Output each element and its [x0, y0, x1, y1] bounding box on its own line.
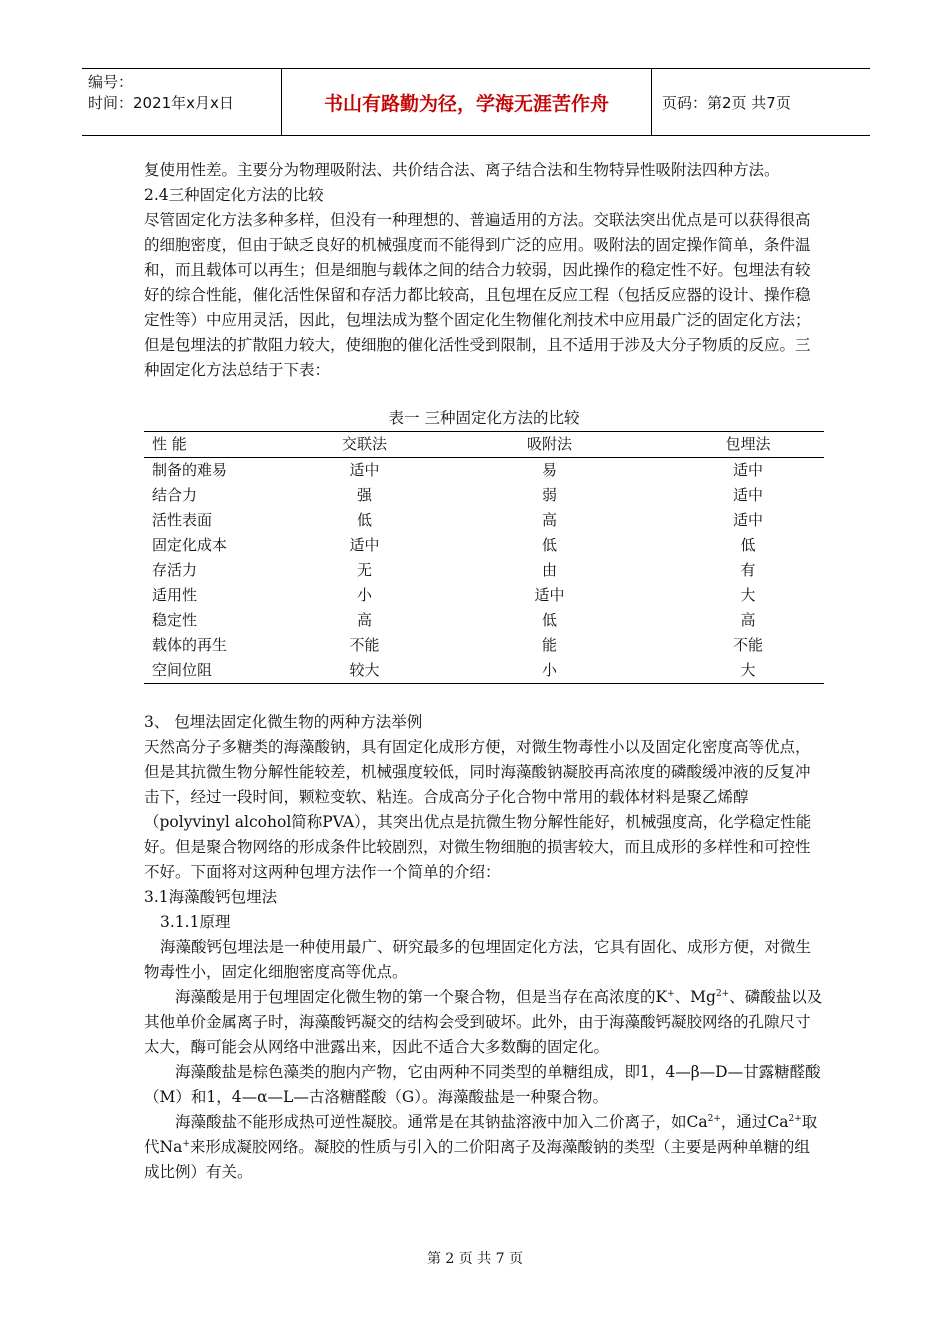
- superscript: 2+: [715, 988, 730, 999]
- table-cell: 大: [740, 661, 756, 679]
- table-row: [144, 483, 824, 508]
- header-number: 编号：: [88, 73, 134, 91]
- table-cell: 小: [541, 661, 557, 679]
- table-cell: 有: [740, 561, 756, 579]
- text-run: 海藻酸盐不能形成热可逆性凝胶。通常是在其钠盐溶液中加入二价离子，如Ca: [175, 1113, 708, 1131]
- table-row: [144, 458, 824, 484]
- table-row: [144, 508, 824, 533]
- table-header-cell: 吸附法: [427, 432, 672, 458]
- document-body: [144, 158, 824, 1185]
- table-cell: 不能: [349, 636, 380, 654]
- table-cell: 适中: [349, 536, 380, 554]
- table-cell: 空间位阻: [152, 661, 213, 679]
- text-run: 、磷酸盐以及其他单价金属离子时，海藻酸钙凝交的结构会受到破坏。此外，由于海藻酸钙凝胶网络的孔隙尺寸太大，酶可能会从网络中泄露出来，因此不适合大多数酶的固定化。: [144, 988, 823, 1056]
- table-header-cell: 交联法: [302, 432, 427, 458]
- table-cell: 适用性: [152, 586, 198, 604]
- header-motto: 书山有路勤为径，学海无涯苦作舟: [282, 69, 652, 135]
- paragraph-alginate-3: [144, 1110, 824, 1185]
- table-header-cell: 包埋法: [672, 432, 824, 458]
- table-cell: 低: [740, 536, 756, 554]
- table-cell: 适中: [534, 586, 565, 604]
- superscript: +: [667, 988, 675, 999]
- page-footer: 第 2 页 共 7 页: [426, 1251, 524, 1267]
- table-cell: 大: [740, 586, 756, 604]
- table-cell: 由: [541, 561, 557, 579]
- table-cell: 制备的难易: [152, 461, 228, 479]
- table-row: [144, 583, 824, 608]
- section-heading-2-4: 2.4三种固定化方法的比较: [144, 186, 324, 204]
- table-row: [144, 533, 824, 558]
- paragraph-alginate-1: [144, 985, 824, 1060]
- text-run: 取代Na: [144, 1113, 818, 1156]
- table-cell: 易: [541, 461, 557, 479]
- table-cell: 高: [541, 511, 557, 529]
- table-caption: 表一 三种固定化方法的比较: [388, 409, 580, 427]
- table-cell: 高: [356, 611, 372, 629]
- table-cell: 无: [356, 561, 372, 579]
- table-row: [144, 608, 824, 633]
- header-date: 时间：2021年x月x日: [88, 94, 234, 112]
- table-cell: 适中: [732, 486, 763, 504]
- text-run: 海藻酸是用于包埋固定化微生物的第一个聚合物，但是当存在高浓度的K: [175, 988, 668, 1006]
- table-cell: 稳定性: [152, 611, 198, 629]
- table-cell: 载体的再生: [152, 636, 228, 654]
- text-run: 、Mg: [674, 988, 716, 1006]
- table-cell: 存活力: [152, 561, 198, 579]
- table-cell: 适中: [732, 511, 763, 529]
- table-cell: 活性表面: [152, 511, 213, 529]
- table-cell: 固定化成本: [152, 536, 228, 554]
- table-cell: 结合力: [152, 486, 198, 504]
- text-run: 来形成凝胶网络。凝胶的性质与引入的二价阳离子及海藻酸钠的类型（主要是两种单糖的组成比例）有关。: [144, 1138, 810, 1181]
- table-cell: 能: [541, 636, 557, 654]
- superscript: 2+: [788, 1113, 802, 1124]
- table-cell: 高: [740, 611, 756, 629]
- comparison-table: [144, 431, 824, 684]
- table-cell: 适中: [349, 461, 380, 479]
- paragraph-alginate-2: 海藻酸盐是棕色藻类的胞内产物，它由两种不同类型的单糖组成，即1，4—β—D—甘露糖醛酸（M）和1，4—α—L—古洛糖醛酸（G）。海藻酸盐是一种聚合物。: [144, 1063, 821, 1106]
- table-header-cell: 性 能: [144, 432, 302, 458]
- table-row: [144, 658, 824, 684]
- paragraph-section-3: 天然高分子多糖类的海藻酸钠，具有固定化成形方便，对微生物毒性小以及固定化密度高等优点，但是其抗微生物分解性能较差，机械强度较低，同时海藻酸钠凝胶再高浓度的磷酸缓冲液的反复冲击下，经过一段时间，颗粒变软、粘连。合成高分子化合物中常用的载体材料是聚乙烯醇（polyvinyl alcohol简称PVA），其突出优点是抗微生物分解性能好，机械强度高，化学稳定性能好。但是聚合物网络的形成条件比较剧烈，对微生物细胞的损害较大，而且成形的多样性和可控性不好。下面将对这两种包埋方法作一个简单的介绍：: [144, 738, 812, 881]
- section-heading-3-1-1: 3.1.1原理: [160, 913, 231, 931]
- paragraph-principle: 海藻酸钙包埋法是一种使用最广、研究最多的包埋固定化方法，它具有固化、成形方便，对微生物毒性小，固定化细胞密度高等优点。: [144, 938, 812, 981]
- section-heading-3-1: 3.1海藻酸钙包埋法: [144, 888, 278, 906]
- paragraph-continued: 复使用性差。主要分为物理吸附法、共价结合法、离子结合法和生物特异性吸附法四种方法。: [144, 161, 780, 179]
- text-run: ，通过Ca: [720, 1113, 789, 1131]
- table-row: [144, 633, 824, 658]
- table-cell: 适中: [732, 461, 763, 479]
- table-cell: 不能: [732, 636, 763, 654]
- table-cell: 低: [356, 511, 372, 529]
- superscript: 2+: [707, 1113, 721, 1124]
- table-cell: 低: [541, 536, 557, 554]
- table-cell: 小: [356, 586, 372, 604]
- paragraph-comparison: 尽管固定化方法多种多样，但没有一种理想的、普遍适用的方法。交联法突出优点是可以获得很高的细胞密度，但由于缺乏良好的机械强度而不能得到广泛的应用。吸附法的固定操作简单，条件温和，而且载体可以再生；但是细胞与载体之间的结合力较弱，因此操作的稳定性不好。包埋法有较好的综合性能，催化活性保留和存活力都比较高，且包埋在反应工程（包括反应器的设计、操作稳定性等）中应用灵活，因此，包埋法成为整个固定化生物催化剂技术中应用最广泛的固定化方法；但是包埋法的扩散阻力较大，使细胞的催化活性受到限制，且不适用于涉及大分子物质的反应。三种固定化方法总结于下表：: [144, 211, 811, 379]
- table-row: [144, 558, 824, 583]
- header-page-number: 页码：第2页 共7页: [662, 93, 791, 112]
- table-cell: 低: [541, 611, 557, 629]
- page-header: [82, 68, 870, 136]
- table-header-row: [144, 432, 824, 458]
- table-cell: 强: [356, 486, 372, 504]
- superscript: +: [182, 1138, 190, 1149]
- header-meta: [82, 69, 282, 135]
- table-cell: 弱: [541, 486, 557, 504]
- section-heading-3: 3、 包埋法固定化微生物的两种方法举例: [144, 713, 423, 731]
- table-cell: 较大: [349, 661, 380, 679]
